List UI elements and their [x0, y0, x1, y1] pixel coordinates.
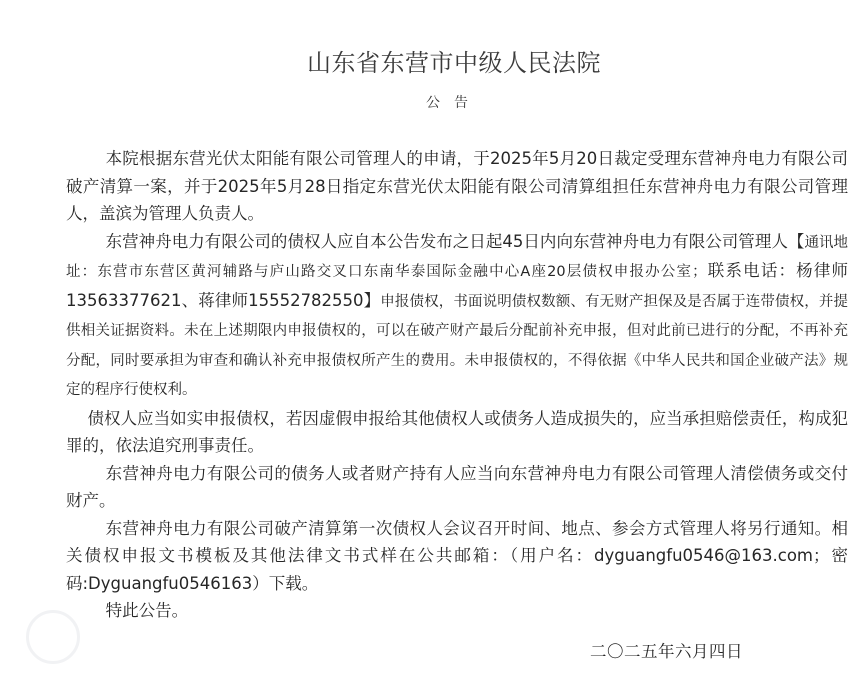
- claim-deadline-text: 东营神舟电力有限公司的债权人应自本公告发布之日起45日内向东营神舟电力有限公司管理人【: [105, 231, 805, 251]
- claim-requirements-text: 申报债权，书面说明债权数额、有无财产担保及是否属于连带债权，并提供相关证据资料。未在上述期限内申报债权的，可以在破产财产最后分配前补充申报，但对此前已进行的分配，不再补充分配，同时要承担为审查和确认补充申报债权所产生的费用。未申报债权的，不得依据《中华人民共和国企业破产法》规定的程序行使权利。: [66, 293, 849, 398]
- paragraph-creditor-meeting: 东营神舟电力有限公司破产清算第一次债权人会议召开时间、地点、参会方式管理人将另行通知。相关债权申报文书模板及其他法律文书式样在公共邮箱：（用户名：dyguangfu0546@163.com；密码:Dyguangfu0546163）下载。: [66, 518, 848, 593]
- paragraph-false-declaration-liability: 债权人应当如实申报债权，若因虚假申报给其他债权人或债务人造成损失的，应当承担赔偿责任，构成犯罪的，依法追究刑事责任。: [66, 408, 848, 455]
- notice-date: 二〇二五年六月四日: [590, 642, 743, 661]
- paragraph-case-acceptance: 本院根据东营光伏太阳能有限公司管理人的申请，于2025年5月20日裁定受理东营神舟电力有限公司破产清算一案，并于2025年5月28日指定东营光伏太阳能有限公司清算组担任东营神舟电力有限公司管理人，盖滨为管理人负责人。: [66, 149, 848, 223]
- notice-body: [66, 145, 848, 625]
- paragraph-debtor-obligation: 东营神舟电力有限公司的债务人或者财产持有人应当向东营神舟电力有限公司管理人清偿债务或交付财产。: [66, 463, 848, 510]
- mailing-address: 通讯地址：东营市东营区黄河辅路与庐山路交叉口东南华泰国际金融中心A座20层债权申报办公室；: [66, 234, 849, 280]
- court-name-heading: 山东省东营市中级人民法院: [307, 49, 601, 77]
- paragraph-closing: 特此公告。: [105, 601, 189, 620]
- paragraph-claim-declaration: [66, 228, 848, 405]
- notice-title: 公告: [426, 95, 482, 111]
- contact-phones: 联系电话：杨律师13563377621、蒋律师15552782550】: [66, 261, 848, 310]
